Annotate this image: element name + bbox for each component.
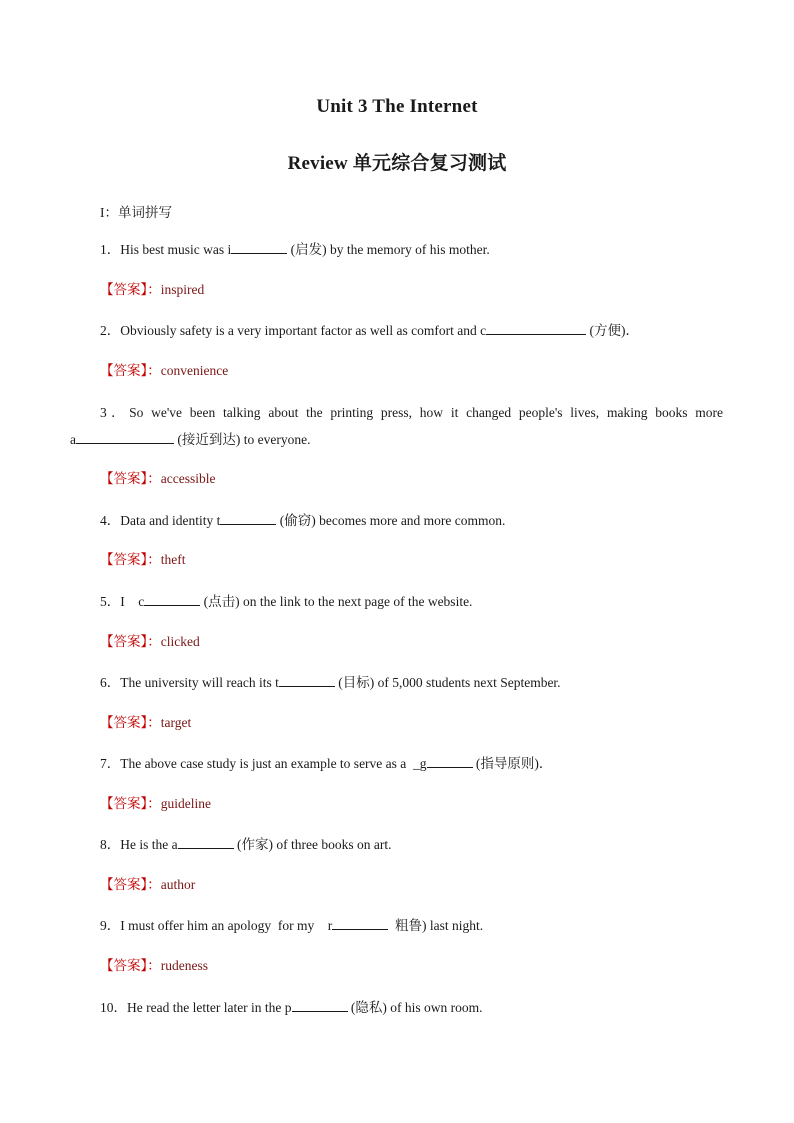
answer-value: guideline [160,796,211,811]
question-8 [100,831,723,858]
question-number: 5． [100,594,121,609]
answer-blank[interactable] [427,753,473,768]
question-text: a [70,432,76,447]
answer-7 [100,794,211,814]
document-title: Unit 3 The Internet [316,96,478,117]
answer-4 [100,550,186,570]
question-2 [100,317,723,344]
question-text: I c [120,594,145,609]
question-text: The above case study is just an example to serve as a _g [120,756,427,771]
answer-9 [100,956,208,976]
answer-value: accessible [160,471,216,486]
question-7 [100,750,723,777]
question-4 [100,507,723,534]
answer-6 [100,713,191,733]
answer-value: clicked [160,634,200,649]
question-number: 4． [100,513,121,528]
answer-1 [100,280,204,300]
question-10 [100,994,723,1021]
question-text: He read the letter later in the p [127,1000,292,1015]
question-hint: 粗鲁) last night. [388,918,484,933]
question-text: I must offer him an apology for my r [120,918,333,933]
question-1 [100,236,723,263]
answer-5 [100,632,200,652]
answer-value: author [160,877,196,892]
answer-value: convenience [160,363,229,378]
question-number: 9． [100,918,121,933]
answer-value: inspired [160,282,205,297]
question-hint: (隐私) of his own room. [347,1000,483,1015]
answer-blank[interactable] [292,997,348,1012]
question-6 [100,669,723,696]
question-hint: (方便)． [586,323,640,338]
answer-label: 【答案】： [100,282,161,297]
answer-value: theft [160,552,186,567]
answer-blank[interactable] [332,915,388,930]
answer-3 [100,469,215,489]
question-text: Data and identity t [120,513,221,528]
question-number: 3． [100,405,130,420]
answer-blank[interactable] [279,672,335,687]
answer-label: 【答案】： [100,796,161,811]
answer-2 [100,361,228,381]
document-subtitle: Review 单元综合复习测试 [287,153,507,174]
question-text: He is the a [120,837,178,852]
question-text: So we've been talking about the printing press, how it changed people's lives, making books more [129,405,723,420]
answer-blank[interactable] [76,429,174,444]
question-hint: (目标) of 5,000 students next September. [334,675,561,690]
section-heading: I：单词拼写 [100,205,172,220]
answer-blank[interactable] [178,834,234,849]
answer-label: 【答案】： [100,958,161,973]
question-number: 2． [100,323,121,338]
question-text: The university will reach its t [120,675,279,690]
question-3 [70,399,723,453]
question-hint: (指导原则)． [472,756,553,771]
question-number: 10． [100,1000,127,1015]
answer-label: 【答案】： [100,552,161,567]
answer-label: 【答案】： [100,363,161,378]
answer-label: 【答案】： [100,471,161,486]
question-text: Obviously safety is a very important factor as well as comfort and c [120,323,487,338]
answer-value: rudeness [160,958,208,973]
question-number: 1． [100,242,121,257]
answer-blank[interactable] [144,591,200,606]
answer-blank[interactable] [486,320,586,335]
question-number: 7． [100,756,121,771]
question-hint: (作家) of three books on art. [233,837,392,852]
answer-label: 【答案】： [100,715,161,730]
question-5 [100,588,723,615]
question-number: 8． [100,837,121,852]
question-hint: (偷窃) becomes more and more common. [276,513,506,528]
question-hint: (点击) on the link to the next page of the website. [200,594,473,609]
question-9 [100,912,723,939]
answer-blank[interactable] [220,510,276,525]
question-text: His best music was i [120,242,232,257]
answer-value: target [160,715,192,730]
answer-label: 【答案】： [100,877,161,892]
answer-label: 【答案】： [100,634,161,649]
question-hint: (接近到达) to everyone. [174,432,311,447]
answer-blank[interactable] [231,239,287,254]
answer-8 [100,875,195,895]
question-number: 6． [100,675,121,690]
question-hint: (启发) by the memory of his mother. [287,242,490,257]
